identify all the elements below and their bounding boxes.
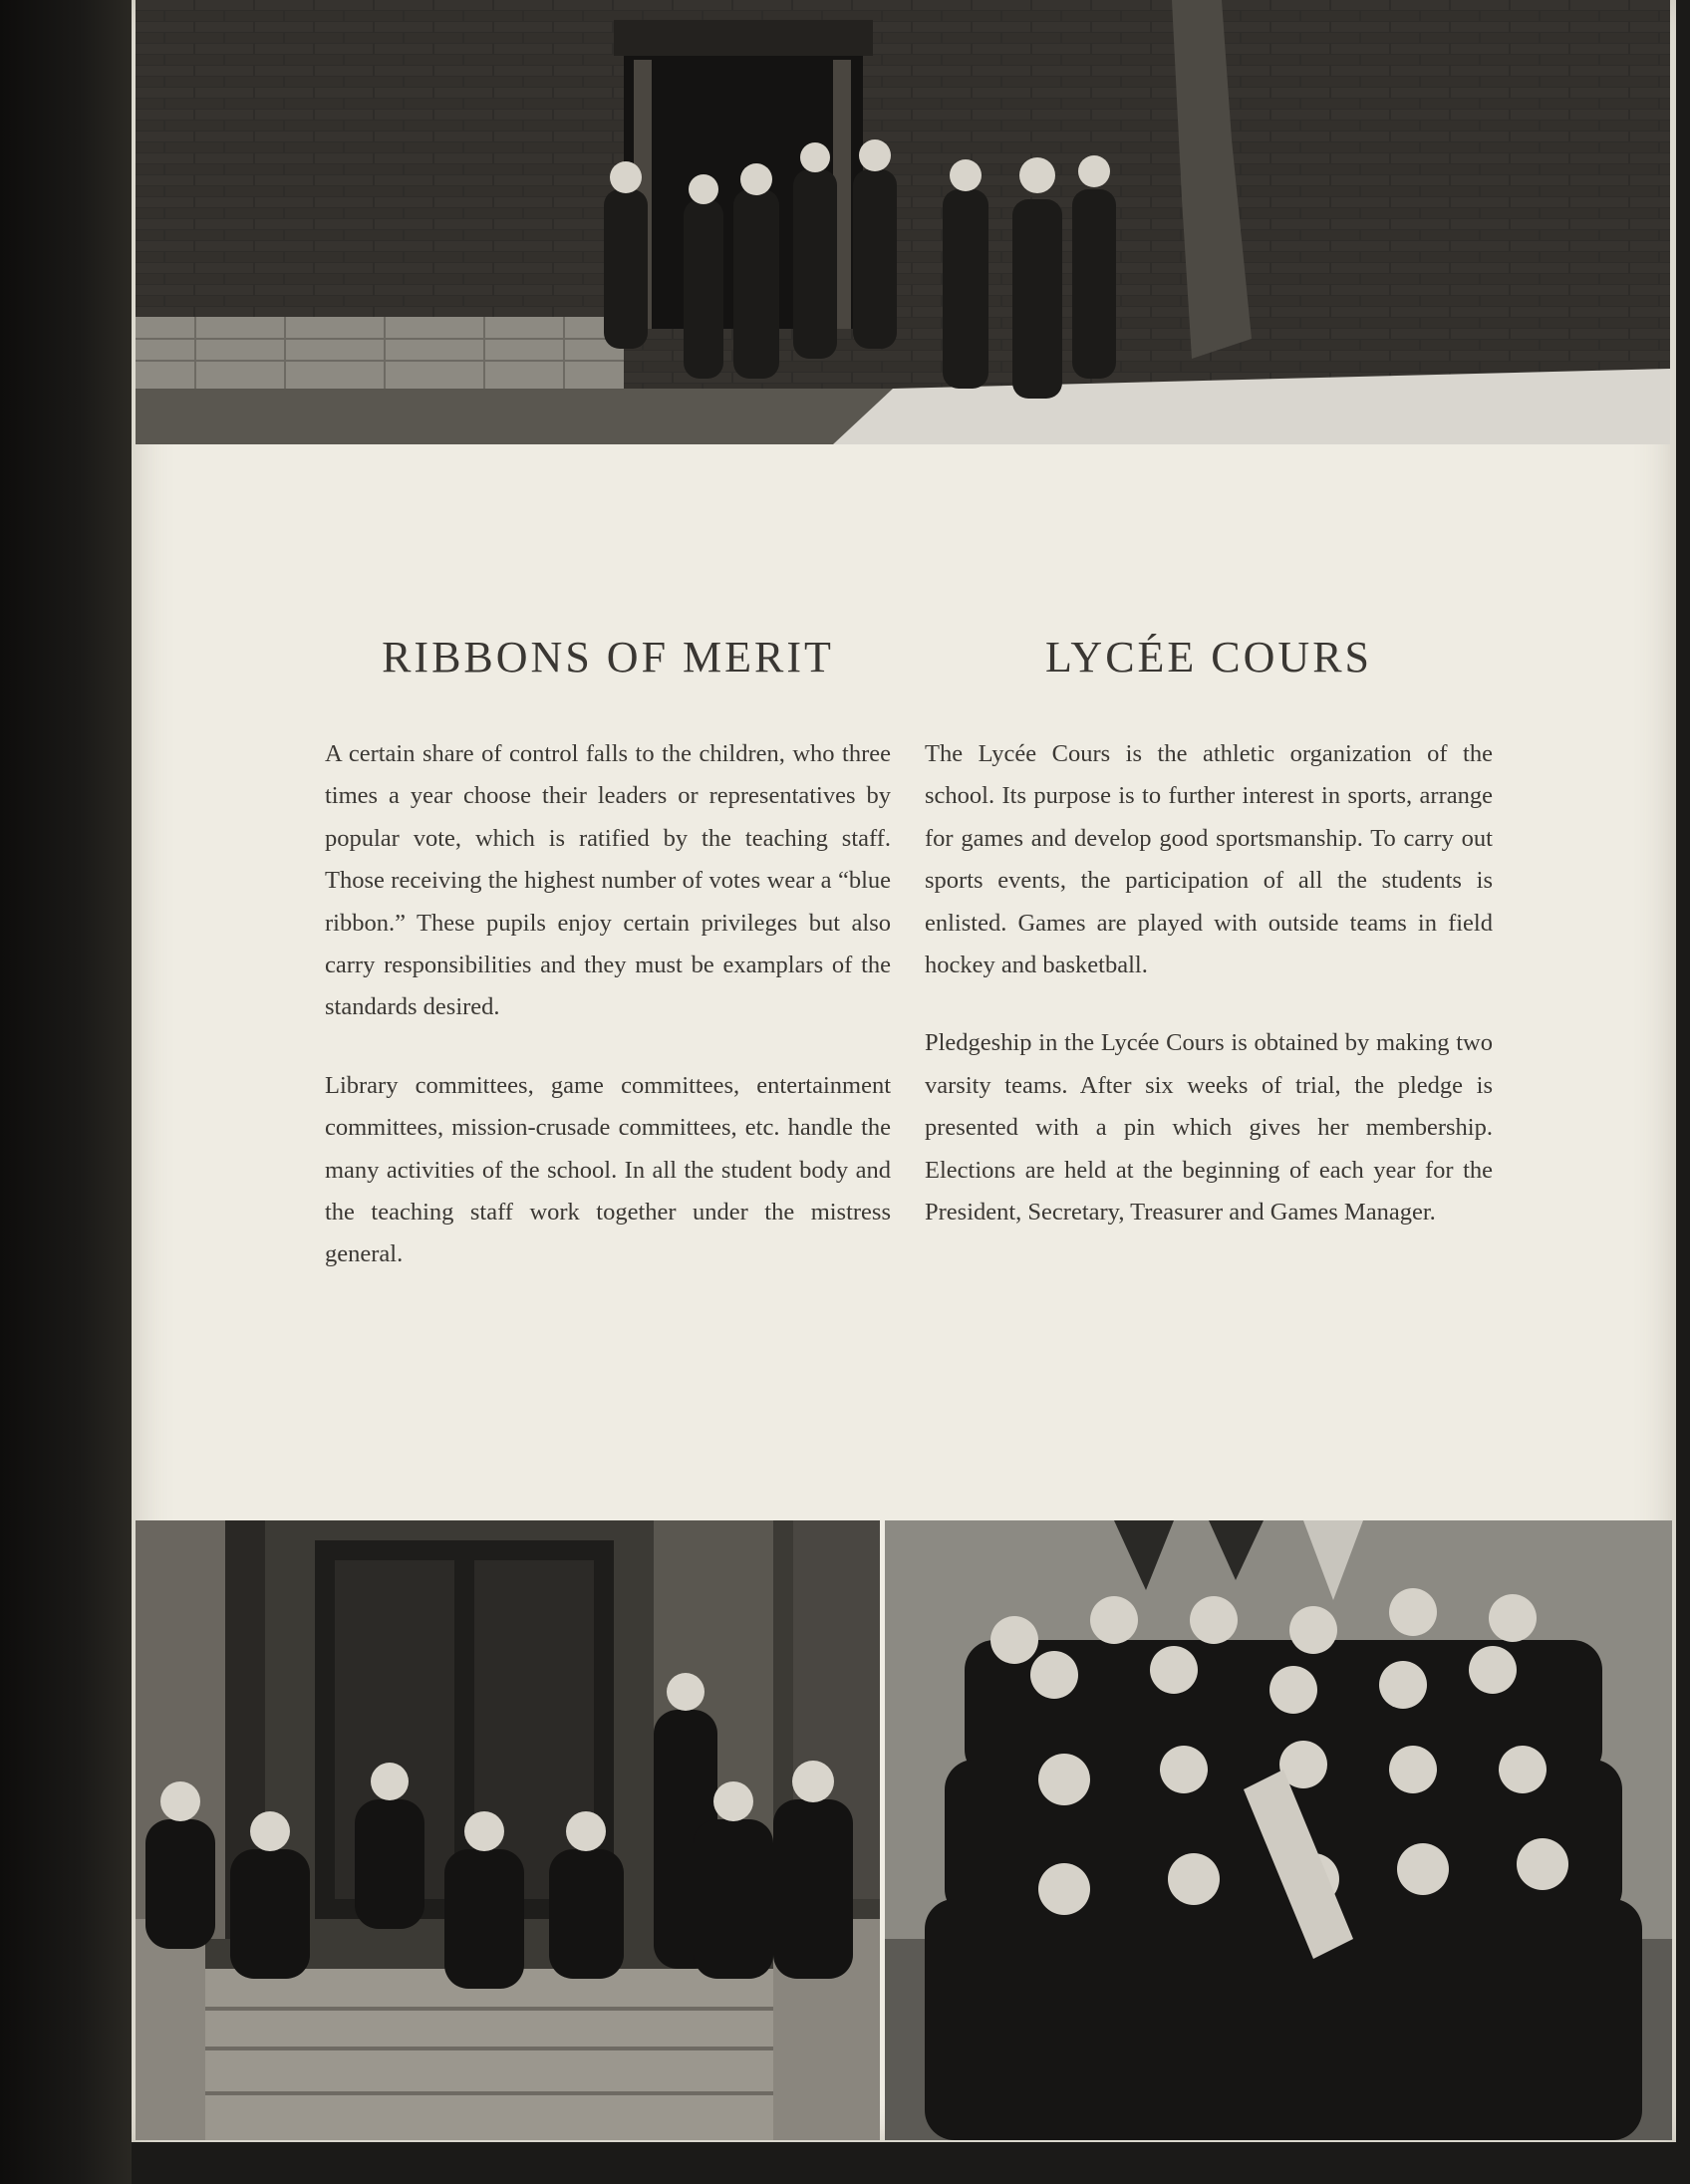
ribbons-of-merit-heading: RIBBONS OF MERIT [382, 633, 834, 682]
ribbons-of-merit-paragraph-1: A certain share of control falls to the children, who three times a year choose their leaders or representatives by popular vote, which is ratified by the teaching staff. Those receiving the highest number of votes wear a “blue ribbon.” These pupils enjoy certain privileges but also carry responsibilities and they must be examplars of the standards desired. [325, 740, 891, 1021]
lycee-cours-heading: LYCÉE COURS [1044, 633, 1373, 682]
ribbons-of-merit-column [325, 628, 891, 1312]
ribbons-of-merit-paragraph-2: Library committees, game committees, entertainment committees, mission-crusade committees, etc. handle the many activities of the school. In all the student body and the teaching staff work together under the mistress general. [325, 1071, 891, 1268]
students-walking-out-of-building-photo [136, 0, 1670, 444]
lycee-cours-paragraph-2: Pledgeship in the Lycée Cours is obtained by making two varsity teams. After six weeks of trial, the pledge is presented with a pin which gives her membership. Elections are held at the beginning of each year for the President, Secretary, Treasurer and Games Manager. [925, 1029, 1493, 1227]
book-binding [0, 0, 132, 2184]
lycee-cours-column [925, 628, 1493, 1269]
yearbook-page [132, 0, 1676, 2142]
students-seated-on-steps-photo [136, 1520, 880, 2140]
lycee-cours-group-photo [885, 1520, 1672, 2140]
lycee-cours-paragraph-1: The Lycée Cours is the athletic organization of the school. Its purpose is to further interest in sports, arrange for games and develop good sportsmanship. To carry out sports events, the participation of all the students is enlisted. Games are played with outside teams in field hockey and basketball. [925, 740, 1493, 979]
